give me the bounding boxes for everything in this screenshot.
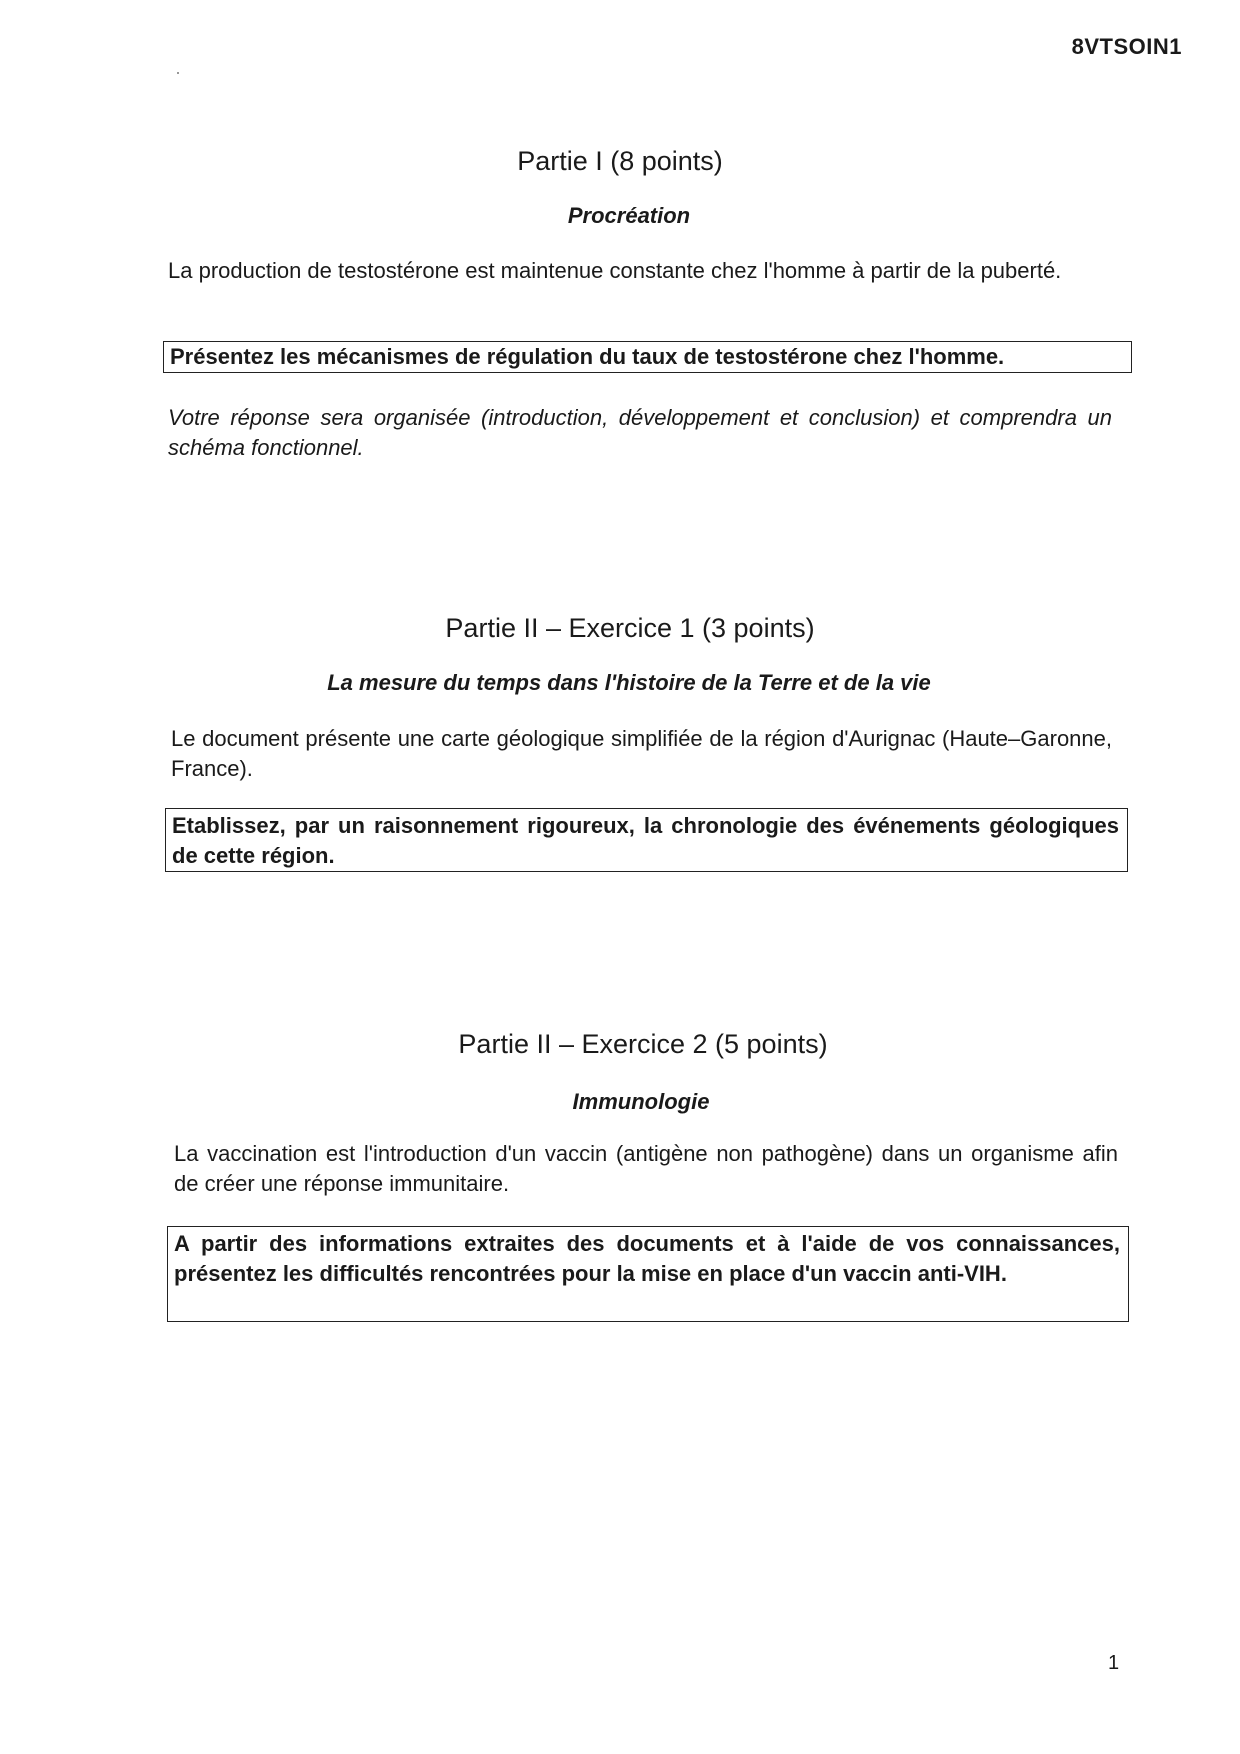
part2-ex1-subtitle: La mesure du temps dans l'histoire de la Terre et de la vie xyxy=(327,670,931,695)
part2-ex2-title: Partie II – Exercice 2 (5 points) xyxy=(458,1029,828,1059)
part1-subheading xyxy=(0,203,1240,229)
part2-ex1-title: Partie II – Exercice 1 (3 points) xyxy=(445,613,815,643)
part1-heading xyxy=(0,145,1240,177)
part2-ex1-intro: Le document présente une carte géologique simplifiée de la région d'Aurignac (Haute–Garonne, France). xyxy=(171,726,1112,781)
part1-instruction-box: Présentez les mécanismes de régulation du taux de testostérone chez l'homme. xyxy=(163,341,1132,373)
part2-ex2-subtitle: Immunologie xyxy=(572,1089,710,1114)
scan-speck xyxy=(177,72,179,74)
part1-intro: La production de testostérone est maintenue constante chez l'homme à partir de la puberté. xyxy=(168,258,1062,283)
part2-ex2-subheading xyxy=(0,1089,1240,1115)
part1-subtitle: Procréation xyxy=(567,203,691,228)
part2-ex2-instruction-box: A partir des informations extraites des documents et à l'aide de vos connaissances, présentez les difficultés rencontrées pour la mise en place d'un vaccin anti-VIH. xyxy=(167,1226,1129,1322)
part2-ex1-heading xyxy=(0,612,1240,644)
part1-title: Partie I (8 points) xyxy=(517,146,723,176)
part2-ex2-intro: La vaccination est l'introduction d'un vaccin (antigène non pathogène) dans un organisme afin de créer une réponse immunitaire. xyxy=(174,1141,1118,1196)
part2-ex1-instruction-box: Etablissez, par un raisonnement rigoureux, la chronologie des événements géologiques de cette région. xyxy=(165,808,1128,872)
part2-ex1-subheading xyxy=(0,670,1240,696)
part1-note: Votre réponse sera organisée (introduction, développement et conclusion) et comprendra un schéma fonctionnel. xyxy=(168,405,1112,460)
page-number: 1 xyxy=(1108,1652,1120,1674)
document-code: 8VTSOIN1 xyxy=(1071,34,1182,59)
part2-ex2-heading xyxy=(0,1028,1240,1060)
